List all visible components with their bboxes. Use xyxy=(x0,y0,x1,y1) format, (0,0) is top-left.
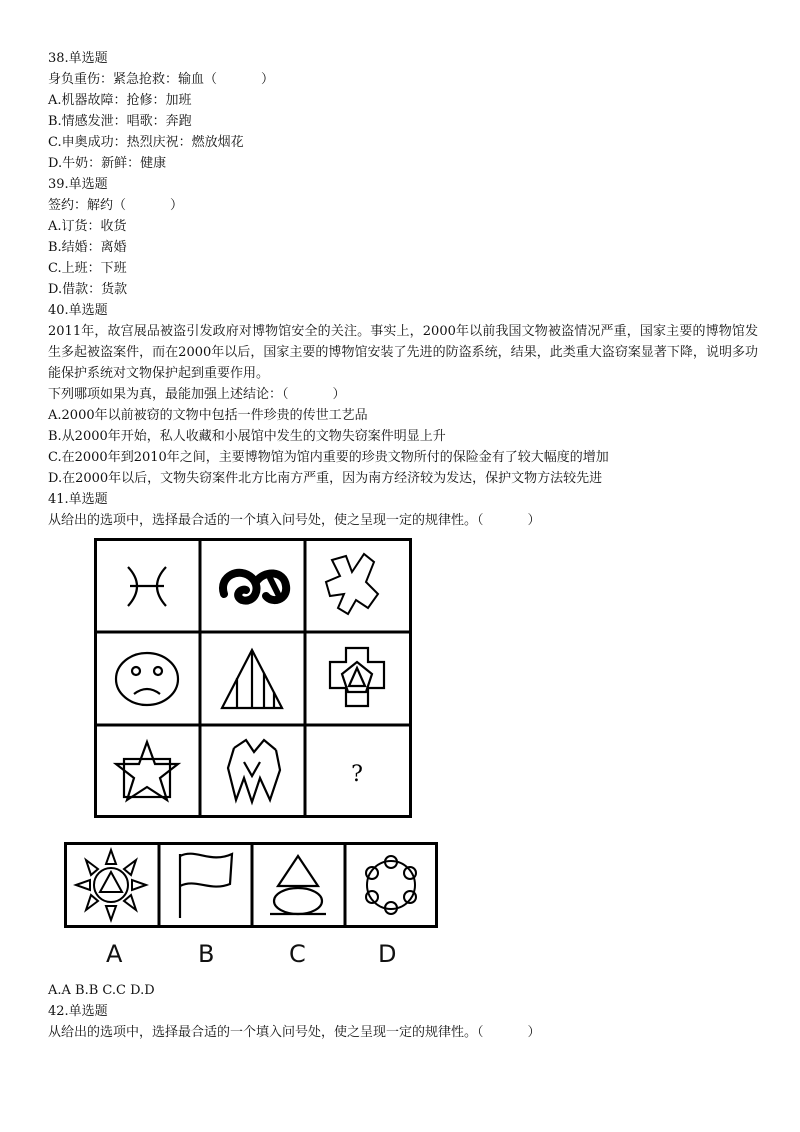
question-mark: ? xyxy=(351,762,363,787)
exam-page xyxy=(48,48,758,531)
q40-option-d[interactable]: D.在2000年以后，文物失窃案件北方比南方严重，因为南方经济较为发达，保护文物方法较先进 xyxy=(48,471,603,486)
q38-option-d[interactable]: D.牛奶：新鲜：健康 xyxy=(48,156,167,171)
q40-header: 40.单选题 xyxy=(48,303,108,318)
triangle-ellipse-icon[interactable] xyxy=(270,856,326,914)
q40-stem: 下列哪项如果为真，最能加强上述结论：（ ） xyxy=(48,387,346,402)
q41-stem: 从给出的选项中，选择最合适的一个填入问号处，使之呈现一定的规律性。（ ） xyxy=(48,513,541,528)
irregular-outline-icon xyxy=(326,554,378,614)
option-letter-d: D xyxy=(378,940,397,968)
puzzle-grid xyxy=(94,538,412,818)
sun-triangle-icon[interactable] xyxy=(76,850,146,920)
q40-option-a[interactable]: A.2000年以前被窃的文物中包括一件珍贵的传世工艺品 xyxy=(48,408,368,423)
option-letter-a: A xyxy=(106,940,123,968)
q41-header: 41.单选题 xyxy=(48,492,108,507)
q41-answer-choices[interactable]: A.A B.B C.C D.D xyxy=(48,983,155,998)
striped-triangle-icon xyxy=(222,650,282,708)
q39-option-b[interactable]: B.结婚：离婚 xyxy=(48,240,127,255)
q42-stem: 从给出的选项中，选择最合适的一个填入问号处，使之呈现一定的规律性。（ ） xyxy=(48,1025,541,1040)
circle-ring-icon[interactable] xyxy=(366,856,416,914)
q39-option-c[interactable]: C.上班：下班 xyxy=(48,261,127,276)
q38-header: 38.单选题 xyxy=(48,51,108,66)
star-in-square-icon xyxy=(116,742,178,800)
q40-passage: 2011年，故宫展品被盗引发政府对博物馆安全的关注。事实上，2000年以前我国文物被盗情况严重，国家主要的博物馆发生多起被盗案件，而在2000年以后，国家主要的博物馆安装了先进的防盗系统，结果，此类重大盗窃案显著下降，说明多功能保护系统对文物保护起到重要作用。 xyxy=(48,324,758,381)
q39-stem: 签约：解约（ ） xyxy=(48,198,184,213)
sad-face-icon xyxy=(116,653,178,705)
exam-page-continued xyxy=(48,980,758,1043)
cross-pentagon-icon xyxy=(330,648,384,706)
option-letter-b: B xyxy=(198,940,215,968)
curl-glyph-icon xyxy=(223,573,286,601)
q40-option-c[interactable]: C.在2000年到2010年之间，主要博物馆为馆内重要的珍贵文物所付的保险金有了较大幅度的增加 xyxy=(48,450,609,465)
q42-header: 42.单选题 xyxy=(48,1004,108,1019)
flag-icon[interactable] xyxy=(180,854,232,918)
q39-option-d[interactable]: D.借款：货款 xyxy=(48,282,128,297)
q39-option-a[interactable]: A.订货：收货 xyxy=(48,219,127,234)
sketch-figure-icon xyxy=(228,740,280,802)
answer-options-row xyxy=(64,842,438,928)
q38-option-c[interactable]: C.申奥成功：热烈庆祝：燃放烟花 xyxy=(48,135,244,150)
q38-option-a[interactable]: A.机器故障：抢修：加班 xyxy=(48,93,192,108)
q40-option-b[interactable]: B.从2000年开始，私人收藏和小展馆中发生的文物失窃案件明显上升 xyxy=(48,429,446,444)
option-letter-c: C xyxy=(289,940,306,968)
q38-option-b[interactable]: B.情感发泄：唱歌：奔跑 xyxy=(48,114,192,129)
q38-stem: 身负重伤：紧急抢救：输血（ ） xyxy=(48,72,275,87)
q39-header: 39.单选题 xyxy=(48,177,108,192)
pisces-icon xyxy=(128,567,166,606)
